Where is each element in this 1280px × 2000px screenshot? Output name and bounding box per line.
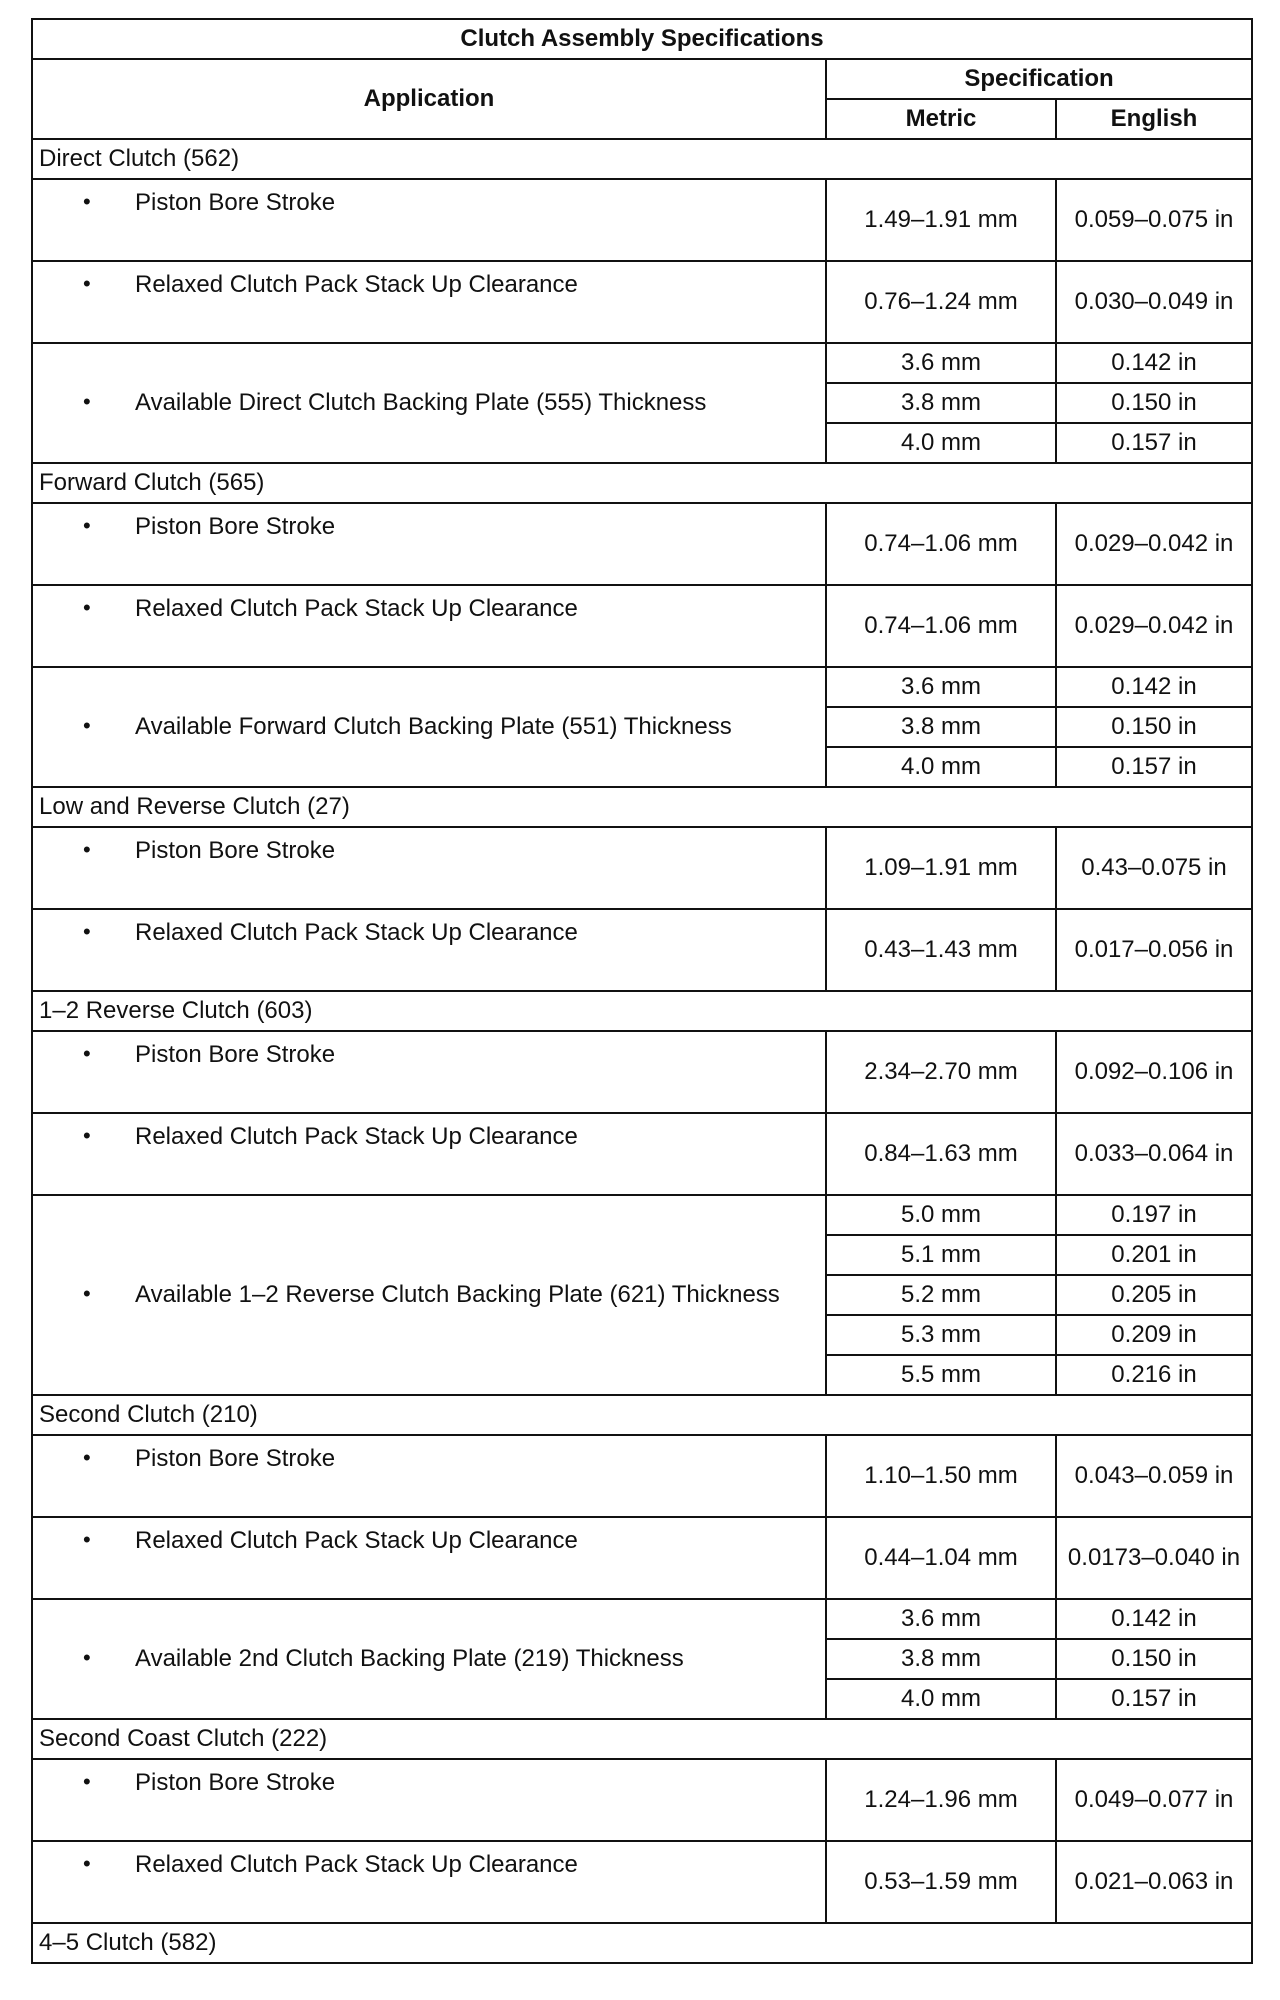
table-title: Clutch Assembly Specifications (32, 19, 1252, 59)
metric-value: 1.10–1.50 mm (826, 1435, 1056, 1517)
spec-item-label: Piston Bore Stroke (135, 189, 336, 216)
group-label: Second Coast Clutch (222) (32, 1719, 1252, 1759)
spec-item (32, 1841, 826, 1923)
english-value: 0.0173–0.040 in (1056, 1517, 1252, 1599)
group-label: Direct Clutch (562) (32, 139, 1252, 179)
spec-item-label: Relaxed Clutch Pack Stack Up Clearance (135, 271, 578, 298)
metric-value: 4.0 mm (826, 1679, 1056, 1719)
english-value: 0.142 in (1056, 667, 1252, 707)
spec-row (32, 343, 1252, 383)
metric-value: 5.5 mm (826, 1355, 1056, 1395)
bullet-icon: • (83, 1851, 91, 1876)
metric-value: 4.0 mm (826, 747, 1056, 787)
group-row (32, 787, 1252, 827)
group-label: 4–5 Clutch (582) (32, 1923, 1252, 1963)
specification-header: Specification (826, 59, 1252, 99)
metric-header: Metric (826, 99, 1056, 139)
spec-item-label: Relaxed Clutch Pack Stack Up Clearance (135, 1851, 578, 1878)
metric-value: 5.0 mm (826, 1195, 1056, 1235)
spec-item-label: Piston Bore Stroke (135, 1769, 336, 1796)
spec-row (32, 1517, 1252, 1599)
metric-value: 3.8 mm (826, 1639, 1056, 1679)
application-header: Application (32, 59, 826, 139)
english-value: 0.201 in (1056, 1235, 1252, 1275)
spec-item (32, 179, 826, 261)
group-row (32, 1923, 1252, 1963)
spec-item (32, 1113, 826, 1195)
spec-item (32, 261, 826, 343)
spec-item-label: Available Forward Clutch Backing Plate (551) Thickness (135, 712, 732, 740)
metric-value: 0.43–1.43 mm (826, 909, 1056, 991)
metric-value: 5.3 mm (826, 1315, 1056, 1355)
clutch-spec-table (31, 18, 1253, 1964)
spec-row (32, 1759, 1252, 1841)
metric-value: 1.09–1.91 mm (826, 827, 1056, 909)
english-value: 0.216 in (1056, 1355, 1252, 1395)
bullet-icon: • (83, 1644, 91, 1670)
bullet-icon: • (83, 388, 91, 414)
spec-item-label: Relaxed Clutch Pack Stack Up Clearance (135, 1527, 578, 1554)
english-header: English (1056, 99, 1252, 139)
spec-item (32, 1759, 826, 1841)
spec-row (32, 667, 1252, 707)
bullet-icon: • (83, 1041, 91, 1066)
spec-item (32, 585, 826, 667)
spec-item (32, 1031, 826, 1113)
spec-item-label: Relaxed Clutch Pack Stack Up Clearance (135, 1123, 578, 1150)
spec-row (32, 1599, 1252, 1639)
spec-item-label: Relaxed Clutch Pack Stack Up Clearance (135, 595, 578, 622)
bullet-icon: • (83, 919, 91, 944)
metric-value: 0.74–1.06 mm (826, 585, 1056, 667)
spec-row (32, 1031, 1252, 1113)
english-value: 0.017–0.056 in (1056, 909, 1252, 991)
spec-row (32, 179, 1252, 261)
english-value: 0.157 in (1056, 1679, 1252, 1719)
group-label: Second Clutch (210) (32, 1395, 1252, 1435)
spec-item (32, 1517, 826, 1599)
metric-value: 0.44–1.04 mm (826, 1517, 1056, 1599)
spec-item-label: Available 2nd Clutch Backing Plate (219) Thickness (135, 1644, 684, 1672)
english-value: 0.029–0.042 in (1056, 503, 1252, 585)
bullet-icon: • (83, 189, 91, 214)
metric-value: 1.24–1.96 mm (826, 1759, 1056, 1841)
english-value: 0.157 in (1056, 747, 1252, 787)
bullet-icon: • (83, 595, 91, 620)
metric-value: 0.84–1.63 mm (826, 1113, 1056, 1195)
bullet-icon: • (83, 837, 91, 862)
bullet-icon: • (83, 271, 91, 296)
english-value: 0.059–0.075 in (1056, 179, 1252, 261)
english-value: 0.43–0.075 in (1056, 827, 1252, 909)
group-row (32, 463, 1252, 503)
metric-value: 0.74–1.06 mm (826, 503, 1056, 585)
spec-row (32, 1841, 1252, 1923)
spec-item-label: Available Direct Clutch Backing Plate (555) Thickness (135, 388, 707, 416)
metric-value: 3.8 mm (826, 707, 1056, 747)
spec-item (32, 667, 826, 787)
spec-item-label: Piston Bore Stroke (135, 513, 336, 540)
spec-item-label: Piston Bore Stroke (135, 1445, 336, 1472)
spec-item-label: Available 1–2 Reverse Clutch Backing Plate (621) Thickness (135, 1280, 780, 1308)
english-value: 0.150 in (1056, 1639, 1252, 1679)
spec-item (32, 343, 826, 463)
spec-row (32, 1435, 1252, 1517)
english-value: 0.030–0.049 in (1056, 261, 1252, 343)
bullet-icon: • (83, 513, 91, 538)
metric-value: 3.6 mm (826, 343, 1056, 383)
bullet-icon: • (83, 1123, 91, 1148)
metric-value: 3.8 mm (826, 383, 1056, 423)
spec-item (32, 827, 826, 909)
english-value: 0.043–0.059 in (1056, 1435, 1252, 1517)
bullet-icon: • (83, 1445, 91, 1470)
metric-value: 5.2 mm (826, 1275, 1056, 1315)
english-value: 0.142 in (1056, 1599, 1252, 1639)
spec-row (32, 909, 1252, 991)
group-label: 1–2 Reverse Clutch (603) (32, 991, 1252, 1031)
english-value: 0.049–0.077 in (1056, 1759, 1252, 1841)
spec-item (32, 1195, 826, 1395)
group-label: Low and Reverse Clutch (27) (32, 787, 1252, 827)
spec-row (32, 827, 1252, 909)
english-value: 0.092–0.106 in (1056, 1031, 1252, 1113)
bullet-icon: • (83, 1527, 91, 1552)
english-value: 0.157 in (1056, 423, 1252, 463)
metric-value: 1.49–1.91 mm (826, 179, 1056, 261)
spec-item (32, 909, 826, 991)
metric-value: 0.76–1.24 mm (826, 261, 1056, 343)
metric-value: 2.34–2.70 mm (826, 1031, 1056, 1113)
bullet-icon: • (83, 712, 91, 738)
group-row (32, 991, 1252, 1031)
metric-value: 4.0 mm (826, 423, 1056, 463)
spec-item (32, 1599, 826, 1719)
spec-item-label: Relaxed Clutch Pack Stack Up Clearance (135, 919, 578, 946)
bullet-icon: • (83, 1280, 91, 1306)
english-value: 0.197 in (1056, 1195, 1252, 1235)
group-row (32, 1395, 1252, 1435)
spec-item (32, 1435, 826, 1517)
metric-value: 3.6 mm (826, 667, 1056, 707)
spec-row (32, 503, 1252, 585)
group-row (32, 1719, 1252, 1759)
spec-table-body (32, 139, 1252, 1963)
english-value: 0.150 in (1056, 707, 1252, 747)
metric-value: 5.1 mm (826, 1235, 1056, 1275)
english-value: 0.150 in (1056, 383, 1252, 423)
metric-value: 3.6 mm (826, 1599, 1056, 1639)
english-value: 0.021–0.063 in (1056, 1841, 1252, 1923)
english-value: 0.209 in (1056, 1315, 1252, 1355)
spec-row (32, 1195, 1252, 1235)
spec-row (32, 261, 1252, 343)
spec-row (32, 585, 1252, 667)
metric-value: 0.53–1.59 mm (826, 1841, 1056, 1923)
spec-item (32, 503, 826, 585)
english-value: 0.029–0.042 in (1056, 585, 1252, 667)
spec-item-label: Piston Bore Stroke (135, 837, 336, 864)
spec-item-label: Piston Bore Stroke (135, 1041, 336, 1068)
group-row (32, 139, 1252, 179)
group-label: Forward Clutch (565) (32, 463, 1252, 503)
spec-row (32, 1113, 1252, 1195)
english-value: 0.033–0.064 in (1056, 1113, 1252, 1195)
english-value: 0.142 in (1056, 343, 1252, 383)
bullet-icon: • (83, 1769, 91, 1794)
english-value: 0.205 in (1056, 1275, 1252, 1315)
